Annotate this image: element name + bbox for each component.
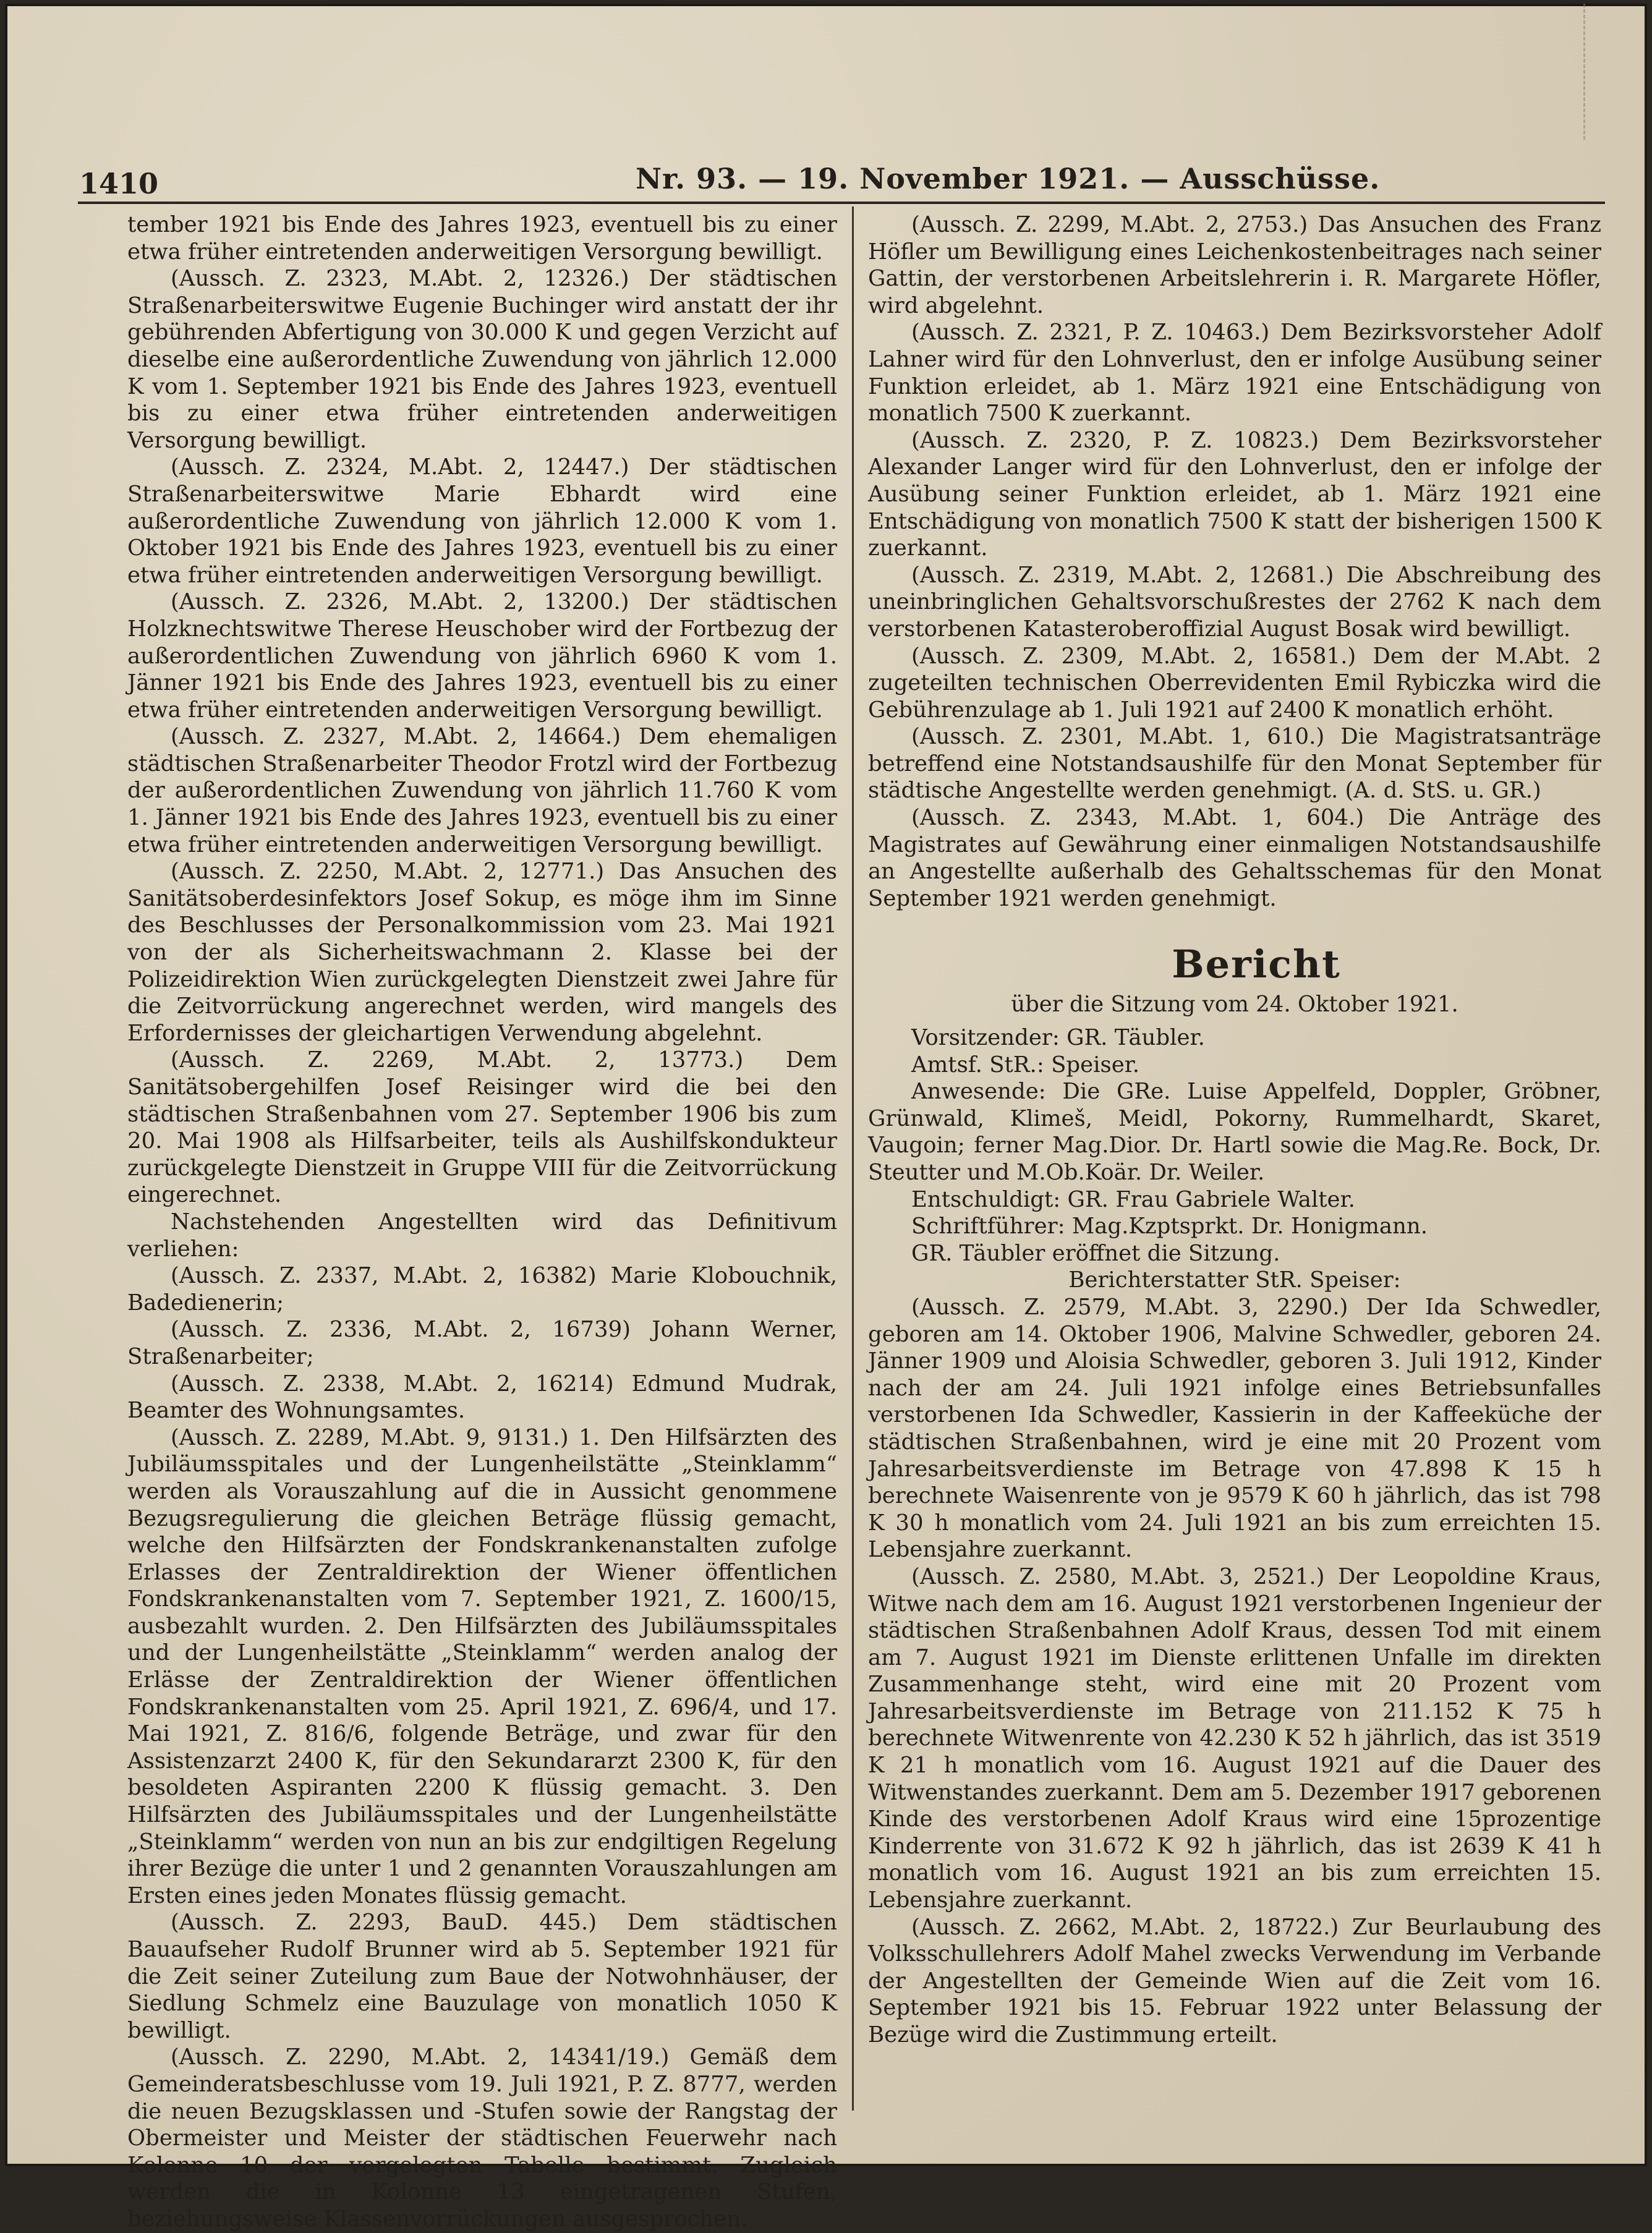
report-opening: GR. Täubler eröffnet die Sitzung. [911, 1240, 1280, 1266]
paragraph: (Aussch. Z. 2662, M.Abt. 2, 18722.) Zur Beurlaubung des Volksschullehrers Adolf Mahel zwecks Verwendung im Verbande der Angestellten der Gemeinde Wien auf die Zeit vom 16. September 1921 bis 15. Februar 1922 unter Belassung der Bezüge wird die Zustimmung erteilt. [868, 1914, 1601, 2048]
paragraph: (Aussch. Z. 2321, P. Z. 10463.) Dem Bezirksvorsteher Adolf Lahner wird für den Lohnverlust, den er infolge Ausübung seiner Funktion erleidet, ab 1. März 1921 eine Entschädigung von monatlich 7500 K zuerkannt. [868, 320, 1601, 427]
torn-edge [1583, 4, 1610, 140]
column-divider [852, 206, 854, 2111]
paragraph: (Aussch. Z. 2320, P. Z. 10823.) Dem Bezirksvorsteher Alexander Langer wird für den Lohnverlust, den er infolge der Ausübung seiner Funktion erleidet, ab 1. März 1921 eine Entschädigung von monatlich 7500 K statt der bisherigen 1500 K zuerkannt. [868, 427, 1601, 561]
paragraph: (Aussch. Z. 2337, M.Abt. 2, 16382) Marie Klobouchnik, Badedienerin; [127, 1263, 837, 1316]
paragraph: (Aussch. Z. 2301, M.Abt. 1, 610.) Die Magistratsanträge betreffend eine Notstandsaushilfe für den Monat September für städtische Angestellte werden genehmigt. (A. d. StS. u. GR.) [868, 724, 1601, 804]
paragraph: (Aussch. Z. 2579, M.Abt. 3, 2290.) Der Ida Schwedler, geboren am 14. Oktober 1906, Malvine Schwedler, geboren 24. Jänner 1909 und Aloisia Schwedler, geboren 3. Juli 1912, Kinder nach der am 24. Juli 1921 infolge eines Betriebsunfalles verstorbenen Ida Schwedler, Kassierin in der Kaffeeküche der städtischen Straßenbahnen, wird je eine mit 20 Prozent vom Jahresarbeitsverdienste im Betrage von 47.898 K 15 h berechnete Waisenrente von je 9579 K 60 h jährlich, das ist 798 K 30 h monatlich vom 24. Juli 1921 an bis zum erreichten 15. Lebensjahre zuerkannt. [868, 1294, 1601, 1563]
paragraph: Nachstehenden Angestellten wird das Definitivum verliehen: [127, 1209, 837, 1262]
report-excused: Entschuldigt: GR. Frau Gabriele Walter. [911, 1186, 1355, 1212]
scanned-page [5, 4, 1647, 2232]
paragraph: (Aussch. Z. 2250, M.Abt. 2, 12771.) Das Ansuchen des Sanitätsoberdesinfektors Josef Sokup, es möge ihm im Sinne des Beschlusses der Personalkommission vom 23. Mai 1921 von der als Sicherheitswachmann 2. Klasse bei der Polizeidirektion Wien zurückgelegten Dienstzeit zwei Jahre für die Zeitvorrückung angerechnet werden, wird mangels des Erfordernisses der gleichartigen Verwendung abgelehnt. [127, 859, 837, 1046]
page-header [5, 158, 1647, 202]
report-secretary: Schriftführer: Mag.Kzptsprkt. Dr. Honigmann. [911, 1214, 1428, 1240]
paragraph: (Aussch. Z. 2319, M.Abt. 2, 12681.) Die Abschreibung des uneinbringlichen Gehaltsvorschußrestes der 2762 K nach dem verstorbenen Katasteroberoffizial August Bosak wird bewilligt. [868, 562, 1601, 642]
paragraph: (Aussch. Z. 2336, M.Abt. 2, 16739) Johann Werner, Straßenarbeiter; [127, 1317, 837, 1369]
report-chair: Vorsitzender: GR. Täubler. [911, 1025, 1205, 1051]
paragraph: (Aussch. Z. 2269, M.Abt. 2, 13773.) Dem Sanitätsobergehilfen Josef Reisinger wird die bei den städtischen Straßenbahnen vom 27. September 1906 bis zum 20. Mai 1908 als Hilfsarbeiter, teils als Aushilfskondukteur zurückgelegte Dienstzeit in Gruppe VIII für die Zeitvorrückung eingerechnet. [127, 1047, 837, 1208]
right-column [868, 211, 1601, 2049]
paragraph: (Aussch. Z. 2343, M.Abt. 1, 604.) Die Anträge des Magistrates auf Gewährung einer einmaligen Notstandsaushilfe an Angestellte außerhalb des Gehaltsschemas für den Monat September 1921 werden genehmigt. [868, 805, 1601, 911]
paragraph: (Aussch. Z. 2293, BauD. 445.) Dem städtischen Bauaufseher Rudolf Brunner wird ab 5. September 1921 für die Zeit seiner Zuteilung zum Baue der Notwohnhäuser, der Siedlung Schmelz eine Bauzulage von monatlich 1050 K bewilligt. [127, 1910, 837, 2043]
report-reporter: Berichterstatter StR. Speiser: [1068, 1267, 1401, 1293]
page-number: 1410 [79, 167, 159, 200]
paragraph: (Aussch. Z. 2299, M.Abt. 2, 2753.) Das Ansuchen des Franz Höfler um Bewilligung eines Leichenkostenbeitrages nach seiner Gattin, der verstorbenen Arbeitslehrerin i. R. Margarete Höfler, wird abgelehnt. [868, 212, 1601, 318]
paragraph: (Aussch. Z. 2289, M.Abt. 9, 9131.) 1. Den Hilfsärzten des Jubiläumsspitales und der Lungenheilstätte „Steinklamm“ werden als Vorauszahlung auf die in Aussicht genommene Bezugsregulierung die gleichen Beträge flüssig gemacht, welche den Hilfsärzten der Fondskrankenanstalten zufolge Erlasses der Zentraldirektion der Wiener öffentlichen Fondskrankenanstalten vom 7. September 1921, Z. 1600/15, ausbezahlt wurden. 2. Den Hilfsärzten des Jubiläumsspitales und der Lungenheilstätte „Steinklamm“ werden analog der Erlässe der Zentraldirektion der Wiener öffentlichen Fondskrankenanstalten vom 25. April 1921, Z. 696/4, und 17. Mai 1921, Z. 816/6, folgende Beträge, und zwar für den Assistenzarzt 2400 K, für den Sekundararzt 2300 K, für den besoldeten Aspiranten 2200 K flüssig gemacht. 3. Den Hilfsärzten des Jubiläumsspitales und der Lungenheilstätte „Steinklamm“ werden von nun an bis zur endgiltigen Regelung ihrer Bezüge die unter 1 und 2 genannten Vorauszahlungen am Ersten eines jeden Monates flüssig gemacht. [127, 1424, 837, 1908]
report-title: Bericht [1172, 942, 1341, 987]
paragraph: (Aussch. Z. 2326, M.Abt. 2, 13200.) Der städtischen Holzknechtswitwe Therese Heuschober wird der Fortbezug der außerordentlichen Zuwendung von jährlich 6960 K vom 1. Jänner 1921 bis Ende des Jahres 1923, eventuell bis zu einer etwa früher eintretenden anderweitigen Versorgung bewilligt. [127, 589, 837, 723]
running-title: Nr. 93. — 19. November 1921. — Ausschüsse. [636, 162, 1381, 195]
paragraph: (Aussch. Z. 2327, M.Abt. 2, 14664.) Dem ehemaligen städtischen Straßenarbeiter Theodor Frotzl wird der Fortbezug der außerordentlichen Zuwendung von jährlich 11.760 K vom 1. Jänner 1921 bis Ende des Jahres 1923, eventuell bis zu einer etwa früher eintretenden anderweitigen Versorgung bewilligt. [127, 724, 837, 857]
paragraph: (Aussch. Z. 2290, M.Abt. 2, 14341/19.) Gemäß dem Gemeinderatsbeschlusse vom 19. Juli 1921, P. Z. 8777, werden die neuen Bezugsklassen und -Stufen sowie der Rangstag der Obermeister und Meister der städtischen Feuerwehr nach Kolonne 10 der vorgelegten Tabelle bestimmt. Zugleich werden die in Kolonne 13 eingetragenen Stufen, beziehungsweise Klassenvorrückungen ausgesprochen. [127, 2044, 837, 2232]
header-rule [78, 202, 1605, 204]
paragraph: (Aussch. Z. 2323, M.Abt. 2, 12326.) Der städtischen Straßenarbeiterswitwe Eugenie Buchinger wird anstatt der ihr gebührenden Abfertigung von 30.000 K und gegen Verzicht auf dieselbe eine außerordentliche Zuwendung von jährlich 12.000 K vom 1. September 1921 bis Ende des Jahres 1923, eventuell bis zu einer etwa früher eintretenden anderweitigen Versorgung bewilligt. [127, 266, 837, 453]
report-official: Amtsf. StR.: Speiser. [911, 1052, 1140, 1078]
paragraph: (Aussch. Z. 2338, M.Abt. 2, 16214) Edmund Mudrak, Beamter des Wohnungsamtes. [127, 1371, 837, 1424]
report-subtitle: über die Sitzung vom 24. Oktober 1921. [1011, 992, 1458, 1018]
paragraph: (Aussch. Z. 2309, M.Abt. 2, 16581.) Dem der M.Abt. 2 zugeteilten technischen Oberrevidenten Emil Rybiczka wird die Gebührenzulage ab 1. Juli 1921 auf 2400 K monatlich erhöht. [868, 643, 1601, 723]
paragraph: tember 1921 bis Ende des Jahres 1923, eventuell bis zu einer etwa früher eintretenden anderweitigen Versorgung bewilligt. [127, 212, 837, 265]
left-column [127, 211, 837, 2233]
paragraph: (Aussch. Z. 2324, M.Abt. 2, 12447.) Der städtischen Straßenarbeiterswitwe Marie Ebhardt wird eine außerordentliche Zuwendung von jährlich 12.000 K vom 1. Oktober 1921 bis Ende des Jahres 1923, eventuell bis zu einer etwa früher eintretenden anderweitigen Versorgung bewilligt. [127, 454, 837, 588]
paragraph: (Aussch. Z. 2580, M.Abt. 3, 2521.) Der Leopoldine Kraus, Witwe nach dem am 16. August 1921 verstorbenen Ingenieur der städtischen Straßenbahnen Adolf Kraus, dessen Tod mit einem am 7. August 1921 im Dienste erlittenen Unfalle im direkten Zusammenhange steht, wird eine mit 20 Prozent vom Jahresarbeitsverdienste im Betrage von 211.152 K 75 h berechnete Witwenrente von 42.230 K 52 h jährlich, das ist 3519 K 21 h monatlich vom 16. August 1921 auf die Dauer des Witwenstandes zuerkannt. Dem am 5. Dezember 1917 geborenen Kinde des verstorbenen Adolf Kraus wird eine 15prozentige Kinderrente von 31.672 K 92 h jährlich, das ist 2639 K 41 h monatlich vom 16. August 1921 an bis zum erreichten 15. Lebensjahre zuerkannt. [868, 1563, 1601, 1913]
report-present: Anwesende: Die GRe. Luise Appelfeld, Doppler, Gröbner, Grünwald, Klimeš, Meidl, Pokorny, Rummelhardt, Skaret, Vaugoin; ferner Mag.Dior. Dr. Hartl sowie die Mag.Re. Bock, Dr. Steutter und M.Ob.Koär. Dr. Weiler. [868, 1079, 1601, 1185]
